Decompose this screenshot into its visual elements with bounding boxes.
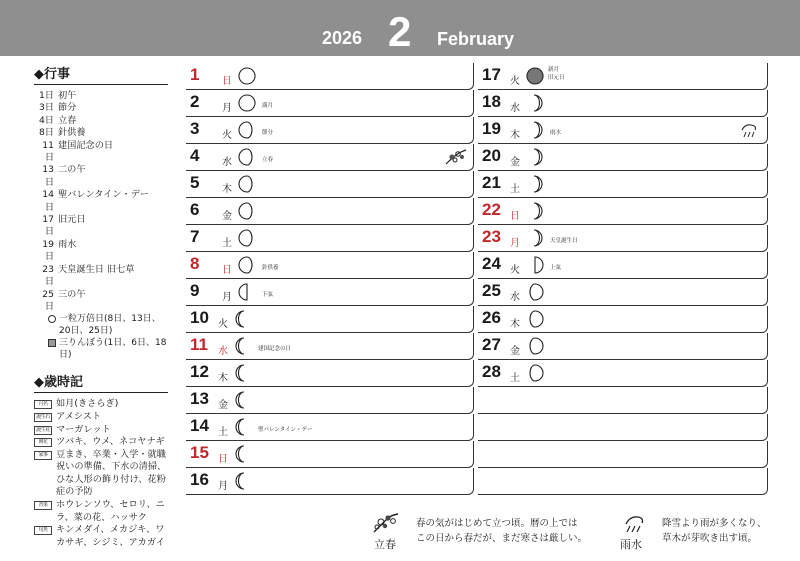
day-note: 満月 [262, 103, 274, 109]
event-label: 二の午 [58, 164, 86, 176]
event-label: 天皇誕生日 旧七草 [58, 263, 135, 275]
moon-last-quarter-icon [238, 283, 256, 301]
moon-waning-gibbous-icon [238, 202, 256, 220]
moon-new-icon [526, 67, 544, 85]
legend-item [48, 337, 168, 361]
moon-full-icon [238, 67, 256, 85]
day-row [186, 333, 474, 360]
moon-waning-gibbous-icon [238, 256, 256, 274]
event-label: 三の午 [58, 288, 86, 300]
weekday: 火 [218, 319, 228, 330]
weekday: 木 [510, 130, 520, 141]
legend-text: 三りんぼう(1日、6日、18日) [59, 338, 167, 361]
day-number: 26 [482, 308, 501, 327]
saijiki-item [34, 499, 168, 524]
plum-blossom-icon [445, 148, 467, 166]
moon-waning-gibbous-icon [238, 121, 256, 139]
weekday: 日 [510, 211, 520, 222]
weekday: 木 [222, 184, 232, 195]
day-row [186, 225, 474, 252]
saijiki-section [34, 371, 168, 549]
event-label: 聖バレンタイン・デー [58, 189, 150, 201]
saijiki-text: マーガレット [56, 423, 111, 435]
weekday: 金 [510, 157, 520, 168]
event-date: 17日 [42, 214, 54, 238]
blank-row [478, 468, 768, 495]
moon-waning-gibbous-icon [238, 229, 256, 247]
saijiki-item [34, 411, 168, 424]
event-item [34, 90, 168, 102]
event-label: 建国記念の日 [58, 139, 114, 151]
weekday: 火 [510, 265, 520, 276]
sekki-name: 立春 [374, 538, 396, 551]
event-label: 初午 [58, 90, 77, 101]
day-number: 20 [482, 146, 501, 165]
day-row [186, 414, 474, 441]
day-number: 12 [190, 362, 209, 381]
moon-waning-gibbous-icon [238, 148, 256, 166]
day-row [186, 360, 474, 387]
sekki-description [662, 516, 767, 546]
day-row [186, 468, 474, 495]
event-date: 4日 [38, 114, 54, 126]
saijiki-tag: 青果 [34, 501, 52, 510]
sekki-line: この日から春だが、まだ寒さは厳しい。 [416, 533, 588, 544]
day-row [186, 252, 474, 279]
sekki-line: 降雪より雨が多くなり、 [662, 518, 767, 529]
day-note-line: 新月 [548, 67, 560, 73]
weekday: 金 [222, 211, 232, 222]
event-date: 8日 [38, 127, 54, 139]
weekday: 金 [510, 346, 520, 357]
moon-waxing-crescent-icon [526, 202, 544, 220]
event-item [34, 289, 168, 314]
day-row [186, 63, 474, 90]
day-note: 上弦 [550, 265, 562, 271]
weekday: 月 [222, 292, 232, 303]
moon-waxing-gibbous-icon [526, 337, 544, 355]
day-row [186, 171, 474, 198]
weekday: 金 [218, 400, 228, 411]
day-row [478, 144, 768, 171]
event-label: 節分 [58, 102, 77, 114]
day-row [186, 279, 474, 306]
weekday: 月 [218, 481, 228, 492]
moon-waxing-gibbous-icon [526, 283, 544, 301]
saijiki-text: ツバキ、ウメ、ネコヤナギ [56, 436, 165, 448]
event-date: 19日 [42, 238, 54, 263]
day-number: 23 [482, 227, 501, 246]
day-number: 7 [190, 227, 200, 246]
weekday: 水 [510, 103, 520, 114]
legend-text: 一粒万倍日(8日、13日、20日、25日) [59, 314, 161, 337]
saijiki-item [34, 398, 168, 411]
moon-waxing-gibbous-icon [526, 364, 544, 382]
saijiki-text: ホウレンソウ、セロリ、ニラ、菜の花、ハッサク [56, 499, 165, 523]
moon-waning-crescent-icon [234, 310, 252, 328]
day-row [478, 117, 768, 144]
weekday: 木 [218, 373, 228, 384]
saijiki-text: アメシスト [56, 410, 102, 422]
event-date: 25日 [42, 288, 54, 312]
event-item [34, 264, 168, 289]
moon-waning-crescent-icon [234, 391, 252, 409]
blank-row [478, 387, 768, 414]
day-note: 立春 [262, 157, 274, 163]
event-label: 雨水 [58, 238, 77, 250]
day-number: 6 [190, 200, 200, 219]
sekki-description [416, 516, 587, 546]
moon-waning-crescent-icon [234, 364, 252, 382]
events-legend [34, 313, 168, 361]
day-row [186, 441, 474, 468]
day-row [478, 252, 768, 279]
day-note: 針供養 [262, 265, 279, 271]
sekki-usui [616, 512, 786, 552]
saijiki-item [34, 424, 168, 437]
day-number: 2 [190, 92, 200, 111]
event-label: 針供養 [58, 127, 86, 139]
day-row [186, 306, 474, 333]
weekday: 日 [222, 76, 232, 87]
day-number: 1 [190, 65, 200, 84]
event-item [34, 214, 168, 239]
event-date: 23日 [42, 263, 54, 288]
rain-icon [739, 121, 761, 139]
square-icon [48, 339, 56, 347]
moon-waning-crescent-icon [234, 472, 252, 490]
day-number: 21 [482, 173, 501, 192]
moon-full-icon [238, 94, 256, 112]
day-number: 19 [482, 119, 501, 138]
event-item [34, 102, 168, 114]
day-number: 27 [482, 335, 501, 354]
day-number: 22 [482, 200, 501, 219]
day-number: 4 [190, 146, 200, 165]
legend-marker [48, 313, 59, 337]
day-note: 下弦 [262, 292, 274, 298]
saijiki-tag: 誕生花 [34, 426, 52, 435]
day-note: 雨水 [550, 130, 562, 136]
moon-waxing-gibbous-icon [526, 310, 544, 328]
day-number: 17 [482, 65, 501, 84]
moon-waxing-crescent-icon [526, 175, 544, 193]
weekday: 月 [510, 238, 520, 249]
day-row [478, 306, 768, 333]
day-row [478, 63, 768, 90]
event-label: 立春 [58, 114, 77, 126]
events-heading: ◆行事 [34, 63, 168, 85]
day-note: 天皇誕生日 [550, 238, 578, 244]
weekday: 木 [510, 319, 520, 330]
sidebar [34, 63, 168, 549]
event-label: 旧元日 [58, 214, 86, 226]
moon-waxing-crescent-icon [526, 94, 544, 112]
day-number: 16 [190, 470, 209, 489]
saijiki-text: 如月(きさらぎ) [56, 398, 119, 410]
sekki-risshun [368, 512, 598, 552]
day-number: 3 [190, 119, 200, 138]
circle-icon [48, 315, 56, 323]
weekday: 火 [510, 76, 520, 87]
event-date: 3日 [38, 102, 54, 114]
day-row [186, 387, 474, 414]
day-note: 建国記念の日 [258, 346, 292, 352]
day-number: 13 [190, 389, 209, 408]
day-row [478, 360, 768, 387]
moon-waning-gibbous-icon [238, 175, 256, 193]
weekday: 火 [222, 130, 232, 141]
day-row [186, 117, 474, 144]
saijiki-tag: 月名 [34, 400, 52, 409]
saijiki-item [34, 449, 168, 499]
blank-row [478, 441, 768, 468]
day-number: 5 [190, 173, 200, 192]
weekday: 土 [510, 184, 520, 195]
weekday: 土 [222, 238, 232, 249]
legend-marker [48, 337, 59, 361]
day-number: 14 [190, 416, 209, 435]
day-row [186, 90, 474, 117]
weekday: 月 [222, 103, 232, 114]
saijiki-tag: 開花 [34, 438, 52, 447]
saijiki-item [34, 436, 168, 449]
day-row [478, 279, 768, 306]
day-number: 15 [190, 443, 209, 462]
saijiki-text: 豆まき、卒業・入学・就職祝いの準備、下水の清掃、ひな人形の飾り付け、花粉症の予防 [56, 448, 167, 498]
day-row [186, 144, 474, 171]
rain-icon [622, 512, 646, 534]
day-number: 11 [190, 335, 208, 354]
weekday: 水 [510, 292, 520, 303]
day-row [478, 225, 768, 252]
saijiki-item [34, 524, 168, 549]
plum-blossom-icon [372, 512, 400, 534]
day-note: 聖バレンタイン・デー [258, 427, 313, 433]
moon-waxing-crescent-icon [526, 121, 544, 139]
sekki-name: 雨水 [620, 538, 642, 551]
day-number: 8 [190, 254, 200, 273]
moon-waning-crescent-icon [234, 418, 252, 436]
weekday: 土 [218, 427, 228, 438]
saijiki-tag: 誕生石 [34, 413, 52, 422]
day-row [478, 171, 768, 198]
month-name: February [437, 29, 515, 49]
day-row [478, 90, 768, 117]
legend-item [48, 313, 168, 337]
saijiki-heading: ◆歳時記 [34, 371, 168, 393]
day-number: 18 [482, 92, 501, 111]
moon-waning-crescent-icon [234, 445, 252, 463]
weekday: 土 [510, 373, 520, 384]
event-date: 1日 [38, 90, 54, 101]
day-row [186, 198, 474, 225]
event-item [34, 164, 168, 189]
event-item [34, 115, 168, 127]
day-number: 28 [482, 362, 501, 381]
saijiki-list [34, 398, 168, 549]
moon-waning-crescent-icon [234, 337, 252, 355]
blank-row [478, 414, 768, 441]
event-date: 14日 [42, 189, 54, 213]
year: 2026 [322, 28, 363, 48]
weekday: 日 [218, 454, 228, 465]
events-list [34, 90, 168, 313]
weekday: 水 [222, 157, 232, 168]
sekki-line: 草木が芽吹き出す頃。 [662, 533, 758, 544]
moon-waxing-crescent-icon [526, 229, 544, 247]
saijiki-tag: 家事 [34, 451, 52, 460]
event-item [34, 127, 168, 139]
event-item [34, 189, 168, 214]
saijiki-text: キンメダイ、メカジキ、ワカサギ、シジミ、アカガイ [56, 524, 165, 548]
sekki-line: 春の気がはじめて立つ頃。暦の上では [416, 518, 578, 529]
moon-waxing-crescent-icon [526, 148, 544, 166]
day-number: 10 [190, 308, 209, 327]
day-row [478, 198, 768, 225]
event-item [34, 140, 168, 165]
day-number: 25 [482, 281, 501, 300]
month-number: 2 [388, 8, 412, 55]
day-note [548, 66, 565, 82]
saijiki-tag: 旬魚 [34, 526, 52, 535]
day-number: 24 [482, 254, 501, 273]
event-date: 11日 [42, 139, 54, 164]
weekday: 水 [218, 346, 228, 357]
day-note-line: 旧元日 [548, 75, 565, 81]
event-item [34, 239, 168, 264]
header-bar [0, 0, 800, 56]
event-date: 13日 [42, 164, 54, 188]
weekday: 日 [222, 265, 232, 276]
day-note: 節分 [262, 130, 274, 136]
moon-first-quarter-icon [526, 256, 544, 274]
day-row [478, 333, 768, 360]
day-number: 9 [190, 281, 200, 300]
